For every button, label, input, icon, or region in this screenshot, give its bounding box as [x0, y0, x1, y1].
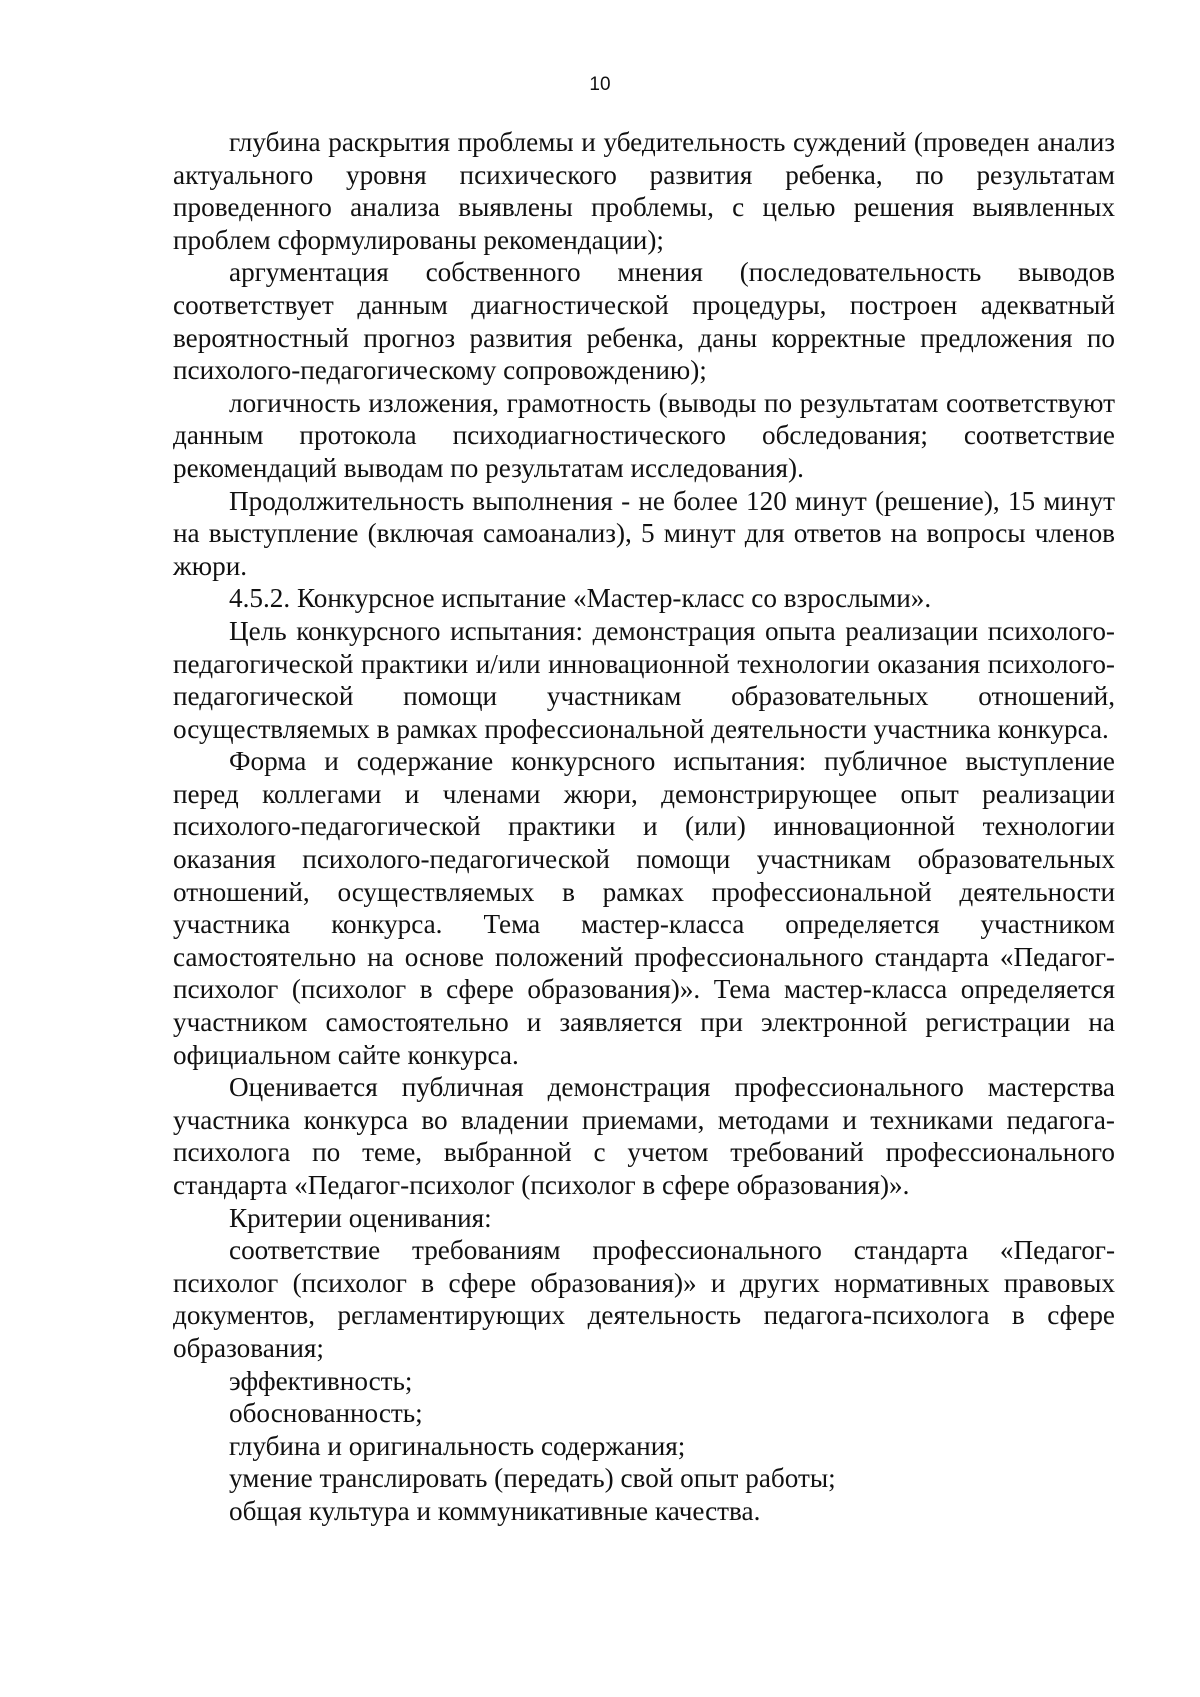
- paragraph-criteria-heading: Критерии оценивания:: [229, 1202, 492, 1233]
- document-body: [173, 126, 1115, 1528]
- section-heading-master-class: 4.5.2. Конкурсное испытание «Мастер-класс со взрослыми».: [229, 583, 932, 614]
- criterion-validity: обоснованность;: [229, 1398, 423, 1429]
- paragraph-logic-literacy: логичность изложения, грамотность (выводы по результатам соответствуют данным протокола психодиагностического обследования; соответствие рекомендаций выводам по результатам исследования).: [173, 387, 1115, 483]
- criterion-depth-originality: глубина и оригинальность содержания;: [229, 1430, 686, 1461]
- criterion-experience-transfer: умение транслировать (передать) свой опыт работы;: [229, 1463, 836, 1494]
- paragraph-depth-of-problem: глубина раскрытия проблемы и убедительность суждений (проведен анализ актуального уровня психического развития ребенка, по результатам проведенного анализа выявлены проблемы, с целью решения выявленных проблем сформулированы рекомендации);: [173, 127, 1115, 255]
- criterion-general-culture: общая культура и коммуникативные качества.: [229, 1495, 761, 1526]
- criterion-standard-compliance: соответствие требованиям профессионального стандарта «Педагог-психолог (психолог в сфере образования)» и других нормативных правовых документов, регламентирующих деятельность педагога-психолога в сфере образования;: [173, 1235, 1115, 1363]
- criterion-effectiveness: эффективность;: [229, 1365, 413, 1396]
- page-number: 10: [589, 74, 611, 95]
- paragraph-duration: Продолжительность выполнения - не более 120 минут (решение), 15 минут на выступление (включая самоанализ), 5 минут для ответов на вопросы членов жюри.: [173, 485, 1115, 581]
- paragraph-form-and-content: Форма и содержание конкурсного испытания: публичное выступление перед коллегами и членами жюри, демонстрирующее опыт реализации психолого-педагогической практики и (или) инновационной технологии оказания психолого-педагогической помощи участникам образовательных отношений, осуществляемых в рамках профессиональной деятельности участника конкурса. Тема мастер-класса определяется участником самостоятельно на основе положений профессионального стандарта «Педагог-психолог (психолог в сфере образования)». Тема мастер-класса определяется участником самостоятельно и заявляется при электронной регистрации на официальном сайте конкурса.: [173, 746, 1115, 1070]
- paragraph-evaluation: Оценивается публичная демонстрация профессионального мастерства участника конкурса во владении приемами, методами и техниками педагога-психолога по теме, выбранной с учетом требований профессионального стандарта «Педагог-психолог (психолог в сфере образования)».: [173, 1072, 1115, 1200]
- paragraph-goal: Цель конкурсного испытания: демонстрация опыта реализации психолого-педагогической практики и/или инновационной технологии оказания психолого-педагогической помощи участникам образовательных отношений, осуществляемых в рамках профессиональной деятельности участника конкурса.: [173, 615, 1115, 744]
- paragraph-argumentation: аргументация собственного мнения (последовательность выводов соответствует данным диагностической процедуры, построен адекватный вероятностный прогноз развития ребенка, даны корректные предложения по психолого-педагогическому сопровождению);: [173, 257, 1115, 386]
